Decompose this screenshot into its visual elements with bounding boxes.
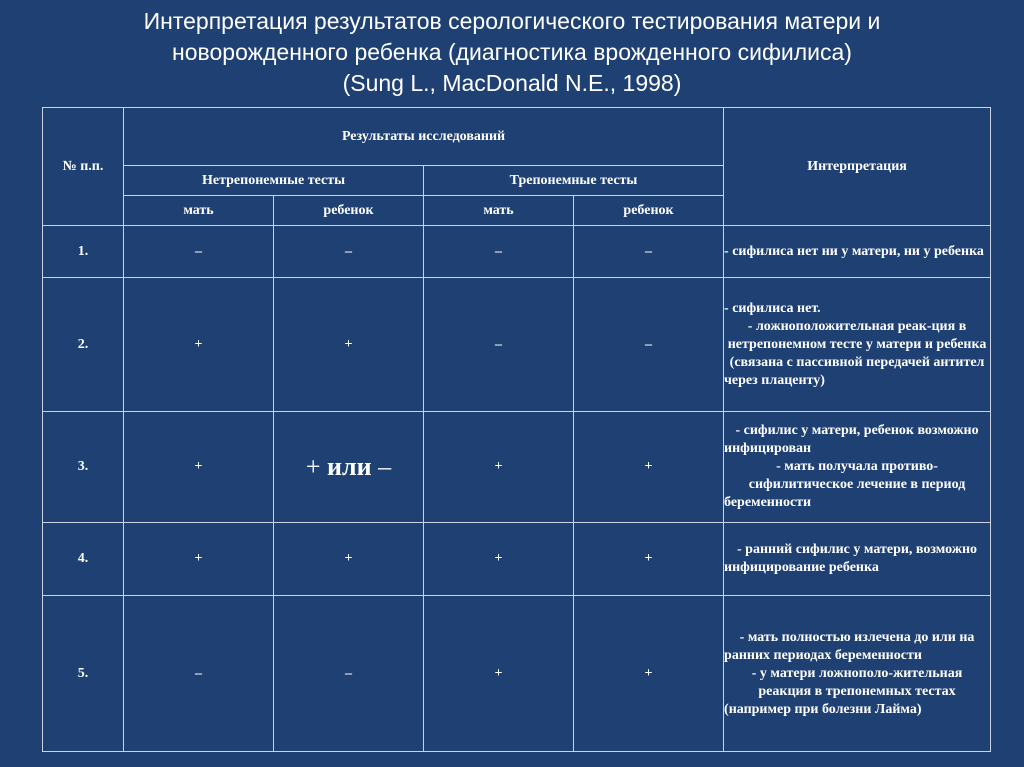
table-row xyxy=(43,523,991,596)
interpretation-text: - мать полностью излечена до или на ранних периодах беременности - у матери ложнополо-жительная реакция в трепонемных тестах (например при болезни Лайма) xyxy=(724,596,991,752)
header-results: Результаты исследований xyxy=(124,108,724,166)
row-number: 3. xyxy=(43,412,124,523)
table-row xyxy=(43,596,991,752)
table-row xyxy=(43,278,991,412)
nt-mother-result: + xyxy=(124,278,274,412)
header-nontreponemal: Нетрепонемные тесты xyxy=(124,166,424,196)
t-child-result: – xyxy=(574,226,724,278)
interpretation-text: - сифилис у матери, ребенок возможно инфицирован - мать получала противо-сифилитическое лечение в период беременности xyxy=(724,412,991,523)
nt-child-result: + xyxy=(274,523,424,596)
t-child-result: + xyxy=(574,596,724,752)
interpretation-text: - ранний сифилис у матери, возможно инфицирование ребенка xyxy=(724,523,991,596)
t-child-result: + xyxy=(574,412,724,523)
nt-mother-result: + xyxy=(124,523,274,596)
row-number: 2. xyxy=(43,278,124,412)
interpretation-text: - сифилиса нет. - ложноположительная реак-ция в нетрепонемном тесте у матери и ребенка (связана с пассивной передачей антител через плаценту) xyxy=(724,278,991,412)
nt-mother-result: + xyxy=(124,412,274,523)
header-nt-mother: мать xyxy=(124,196,274,226)
t-mother-result: – xyxy=(424,278,574,412)
minus-sign: – xyxy=(378,452,392,481)
interpretation-text: - сифилиса нет ни у матери, ни у ребенка xyxy=(724,226,991,278)
nt-mother-result: – xyxy=(124,596,274,752)
nt-child-result: – xyxy=(274,596,424,752)
t-child-result: + xyxy=(574,523,724,596)
t-child-result: – xyxy=(574,278,724,412)
t-mother-result: + xyxy=(424,596,574,752)
header-nt-child: ребенок xyxy=(274,196,424,226)
title-line-2: новорожденного ребенка (диагностика врожденного сифилиса) xyxy=(172,39,852,65)
nt-child-result: – xyxy=(274,226,424,278)
slide-title xyxy=(0,6,1024,99)
header-treponemal: Трепонемные тесты xyxy=(424,166,724,196)
t-mother-result: + xyxy=(424,412,574,523)
header-t-mother: мать xyxy=(424,196,574,226)
header-number: № п.п. xyxy=(43,108,124,226)
header-interpretation: Интерпретация xyxy=(724,108,991,226)
title-line-1: Интерпретация результатов серологического тестирования матери и xyxy=(143,8,881,34)
row-number: 4. xyxy=(43,523,124,596)
row-number: 1. xyxy=(43,226,124,278)
table-row xyxy=(43,226,991,278)
nt-child-result xyxy=(274,412,424,523)
plus-sign: + xyxy=(305,452,321,481)
title-line-3: (Sung L., MacDonald N.E., 1998) xyxy=(342,70,682,96)
table-row xyxy=(43,412,991,523)
nt-mother-result: – xyxy=(124,226,274,278)
nt-child-result: + xyxy=(274,278,424,412)
t-mother-result: + xyxy=(424,523,574,596)
row-number: 5. xyxy=(43,596,124,752)
t-mother-result: – xyxy=(424,226,574,278)
header-t-child: ребенок xyxy=(574,196,724,226)
serology-interpretation-table xyxy=(42,107,991,752)
or-word: или xyxy=(320,452,379,481)
